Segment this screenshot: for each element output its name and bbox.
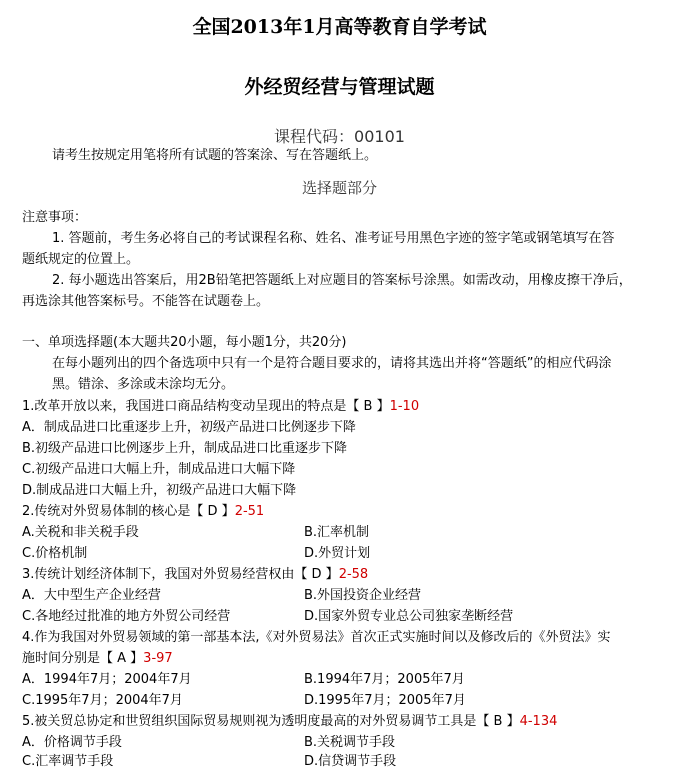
option-d: D.外贸计划 <box>304 546 371 561</box>
part1-heading: 一、单项选择题(本大题共20小题，每小题1分，共20分) <box>22 335 347 350</box>
question-ref: 3-97 <box>143 651 173 666</box>
question-ref: 2-58 <box>338 567 369 582</box>
paper-title: 外经贸经营与管理试题 <box>244 76 435 98</box>
question-1 <box>22 397 419 417</box>
instruction: 请考生按规定用笔将所有试题的答案涂、写在答题纸上。 <box>52 148 378 163</box>
question-text: 1.改革开放以来，我国进口商品结构变动呈现出的特点是【 B 】 <box>22 399 390 414</box>
question-text: 5.被关贸总协定和世贸组织国际贸易规则视为透明度最高的对外贸易调节工具是【 B 】 <box>22 714 520 729</box>
option-d: D.1995年7月；2005年7月 <box>304 693 466 708</box>
question-2 <box>22 502 264 522</box>
option-d: D.信贷调节手段 <box>304 754 397 769</box>
option-a: A．1994年7月；2004年7月 <box>22 672 192 687</box>
option-b: B.1994年7月；2005年7月 <box>304 672 465 687</box>
option-c: C.1995年7月；2004年7月 <box>22 693 183 708</box>
notes-item2-line2: 再选涂其他答案标号。不能答在试题卷上。 <box>22 294 270 309</box>
course-code: 课程代码：00101 <box>274 127 405 146</box>
question-5 <box>22 712 557 732</box>
option-c: C.各地经过批准的地方外贸公司经营 <box>22 609 231 624</box>
notes-item1-line2: 题纸规定的位置上。 <box>22 252 140 267</box>
question-4-line2 <box>22 649 173 669</box>
question-text: 2.传统对外贸易体制的核心是【 D 】 <box>22 504 235 519</box>
part1-desc-line1: 在每小题列出的四个备选项中只有一个是符合题目要求的，请将其选出并将“答题纸”的相应代码涂 <box>52 356 612 371</box>
option-a: A.关税和非关税手段 <box>22 525 139 540</box>
question-text: 施时间分别是【 A 】 <box>22 651 144 666</box>
option-b: B.关税调节手段 <box>304 735 396 750</box>
part1-desc-line2: 黑。错涂、多涂或未涂均无分。 <box>52 377 235 392</box>
question-4-line1: 4.作为我国对外贸易领域的第一部基本法,《对外贸易法》首次正式实施时间以及修改后的《外贸法》实 <box>22 630 611 645</box>
notes-heading: 注意事项： <box>22 210 88 225</box>
option-d: D.国家外贸专业总公司独家垄断经营 <box>304 609 514 624</box>
question-text: 3.传统计划经济体制下，我国对外贸易经营权由【 D 】 <box>22 567 339 582</box>
option-c: C.价格机制 <box>22 546 88 561</box>
option-b: B.外国投资企业经营 <box>304 588 422 603</box>
question-ref: 4-134 <box>519 714 558 729</box>
notes-item1-line1: 1. 答题前，考生务必将自己的考试课程名称、姓名、准考证号用黑色字迹的签字笔或钢笔填写在答 <box>52 231 615 246</box>
notes-item2-line1: 2. 每小题选出答案后，用2B铅笔把答题纸上对应题目的答案标号涂黑。如需改动，用橡皮擦干净后， <box>52 273 632 288</box>
option-c: C.初级产品进口大幅上升，制成品进口大幅下降 <box>22 462 296 477</box>
option-a: A．价格调节手段 <box>22 735 122 750</box>
option-b: B.汇率机制 <box>304 525 370 540</box>
option-c: C.汇率调节手段 <box>22 754 114 769</box>
question-ref: 1-10 <box>389 399 420 414</box>
question-ref: 2-51 <box>234 504 265 519</box>
option-a: A．大中型生产企业经营 <box>22 588 161 603</box>
option-d: D.制成品进口大幅上升，初级产品进口大幅下降 <box>22 483 297 498</box>
exam-title: 全国2013年1月高等教育自学考试 <box>192 16 487 38</box>
option-a: A．制成品进口比重逐步上升，初级产品进口比例逐步下降 <box>22 420 356 435</box>
question-3 <box>22 565 368 585</box>
option-b: B.初级产品进口比例逐步上升，制成品进口比重逐步下降 <box>22 441 348 456</box>
section-title: 选择题部分 <box>301 179 377 197</box>
